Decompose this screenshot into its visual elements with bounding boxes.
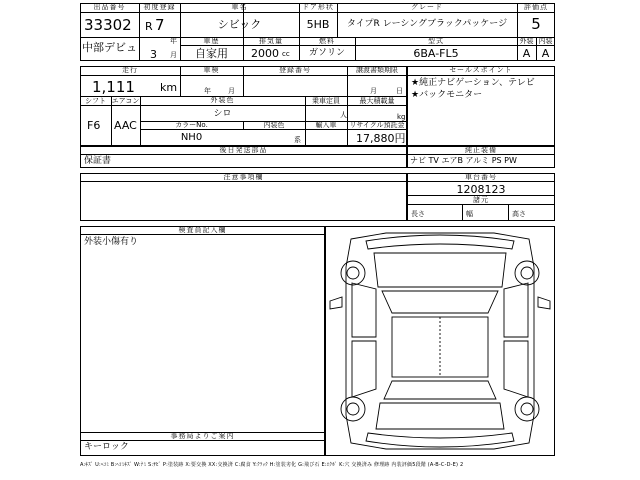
model-code: 6BA-FL5 [413, 47, 459, 60]
recycle-expiry-label: 譲渡書類期限 [356, 66, 398, 74]
grade-label: グレード [411, 3, 443, 11]
later-parts-label: 後日発送部品 [219, 146, 268, 154]
usage-type: 自家用 [195, 47, 228, 60]
office-notes: キーロック [84, 442, 129, 452]
equipment-value: ナビ TV エアB アルミ PS PW [410, 156, 517, 165]
car-class-label: 車歴 [203, 37, 220, 45]
km-unit: km [160, 81, 178, 94]
fuel-label: 燃料 [319, 37, 335, 45]
door-type: 5HB [306, 18, 330, 31]
dims-label: 諸元 [473, 196, 489, 204]
car-name: シビック [217, 18, 262, 31]
expiry-month-label: 月 [370, 87, 377, 95]
ext-color-label: 外装色 [210, 96, 235, 104]
interior-label: 内装 [538, 37, 553, 45]
legend-text: A:ｷｽﾞ U:ﾍｺﾐ B:ﾍｺﾐｷｽﾞ W:ﾅﾐ S:ｻﾋﾞ P:塗装跡 X:要交換 XX:交換済 C:腐食 Y:ｸﾗｯｸ H:塗装劣化 G:飛び石 E:ｴｸﾎﾞ K:穴 交換済み 修理跡 内装評価5段階 (A-B-C-D-E) 2 [80, 462, 464, 468]
equipment-label: 純正装備 [465, 146, 497, 154]
fuel-value: ガソリン [308, 48, 345, 58]
auction-name: 中部デビュ [82, 41, 137, 54]
reg-no-label: 登録番号 [279, 66, 311, 74]
shift-label: シフト [85, 97, 106, 105]
inspector-notes: 外装小傷有り [84, 237, 139, 247]
door-label: ドア形状 [302, 3, 334, 11]
notes-label: 注意事項欄 [223, 173, 264, 181]
ext-color-value: シロ [213, 109, 232, 119]
sales-point-item: ★バックモニター [411, 90, 483, 100]
inspector-box [80, 226, 325, 456]
grade-value: タイプR レーシングブラックパッケージ [346, 19, 508, 29]
car-name-label: 車名 [231, 3, 248, 11]
year-label: 年 [170, 37, 177, 45]
color-no-label: カラーNo. [175, 121, 208, 129]
inspection-label: 車検 [203, 66, 220, 74]
width-label: 幅 [466, 210, 473, 218]
max-load-label: 最大積載量 [359, 97, 395, 105]
rating-label: 評価点 [524, 3, 548, 11]
length-label: 長さ [411, 210, 425, 218]
height-label: 高さ [512, 210, 526, 218]
lot-number: 33302 [84, 16, 132, 34]
recycle-label: リサイクル預託金 [349, 121, 405, 129]
reg-era: R [145, 20, 153, 33]
aircon-value: AAC [114, 119, 137, 132]
ho-label: 系 [294, 136, 301, 144]
lot-no-label: 出品番号 [93, 3, 126, 11]
exterior-label: 外装 [519, 37, 534, 45]
month-label: 月 [170, 51, 177, 59]
inspection-year-label: 年 [204, 87, 211, 95]
import-label: 輸入車 [315, 121, 337, 129]
later-parts-value: 保証書 [84, 156, 112, 166]
car-diagram [326, 227, 554, 455]
rating-value: 5 [531, 15, 541, 33]
shift-value: F6 [87, 119, 101, 132]
office-label: 事務局よりご案内 [170, 432, 235, 440]
cc-label: cc [282, 50, 290, 58]
mileage-value: 1,111 [92, 78, 135, 96]
interior-grade: A [541, 47, 550, 60]
first-reg-label: 初度登録 [143, 3, 176, 11]
kg-unit: kg [397, 113, 406, 121]
inspector-label: 検査員記入欄 [178, 226, 227, 234]
sales-point-item: ★純正ナビゲーション、テレビ [411, 78, 535, 88]
displacement-value: 2000 [251, 47, 279, 60]
reg-year: 7 [155, 16, 165, 34]
color-no-value: NH0 [180, 132, 203, 143]
person-unit: 人 [340, 111, 347, 119]
sales-point-label: セールスポイント [449, 66, 513, 74]
expiry-day-label: 日 [396, 87, 403, 95]
inspection-month-label: 月 [228, 87, 235, 95]
capacity-label: 乗車定員 [312, 97, 340, 105]
frame-no-label: 車台番号 [465, 173, 497, 181]
frame-number: 1208123 [456, 183, 506, 196]
displacement-label: 排気量 [259, 37, 283, 45]
reg-month: 3 [150, 48, 157, 61]
recycle-fee: 17,880円 [356, 132, 406, 145]
int-color-label: 内装色 [263, 121, 285, 129]
mileage-label: 走行 [122, 66, 138, 74]
model-label: 型式 [428, 37, 444, 45]
aircon-label: エアコン [111, 97, 140, 105]
exterior-grade: A [522, 47, 531, 60]
